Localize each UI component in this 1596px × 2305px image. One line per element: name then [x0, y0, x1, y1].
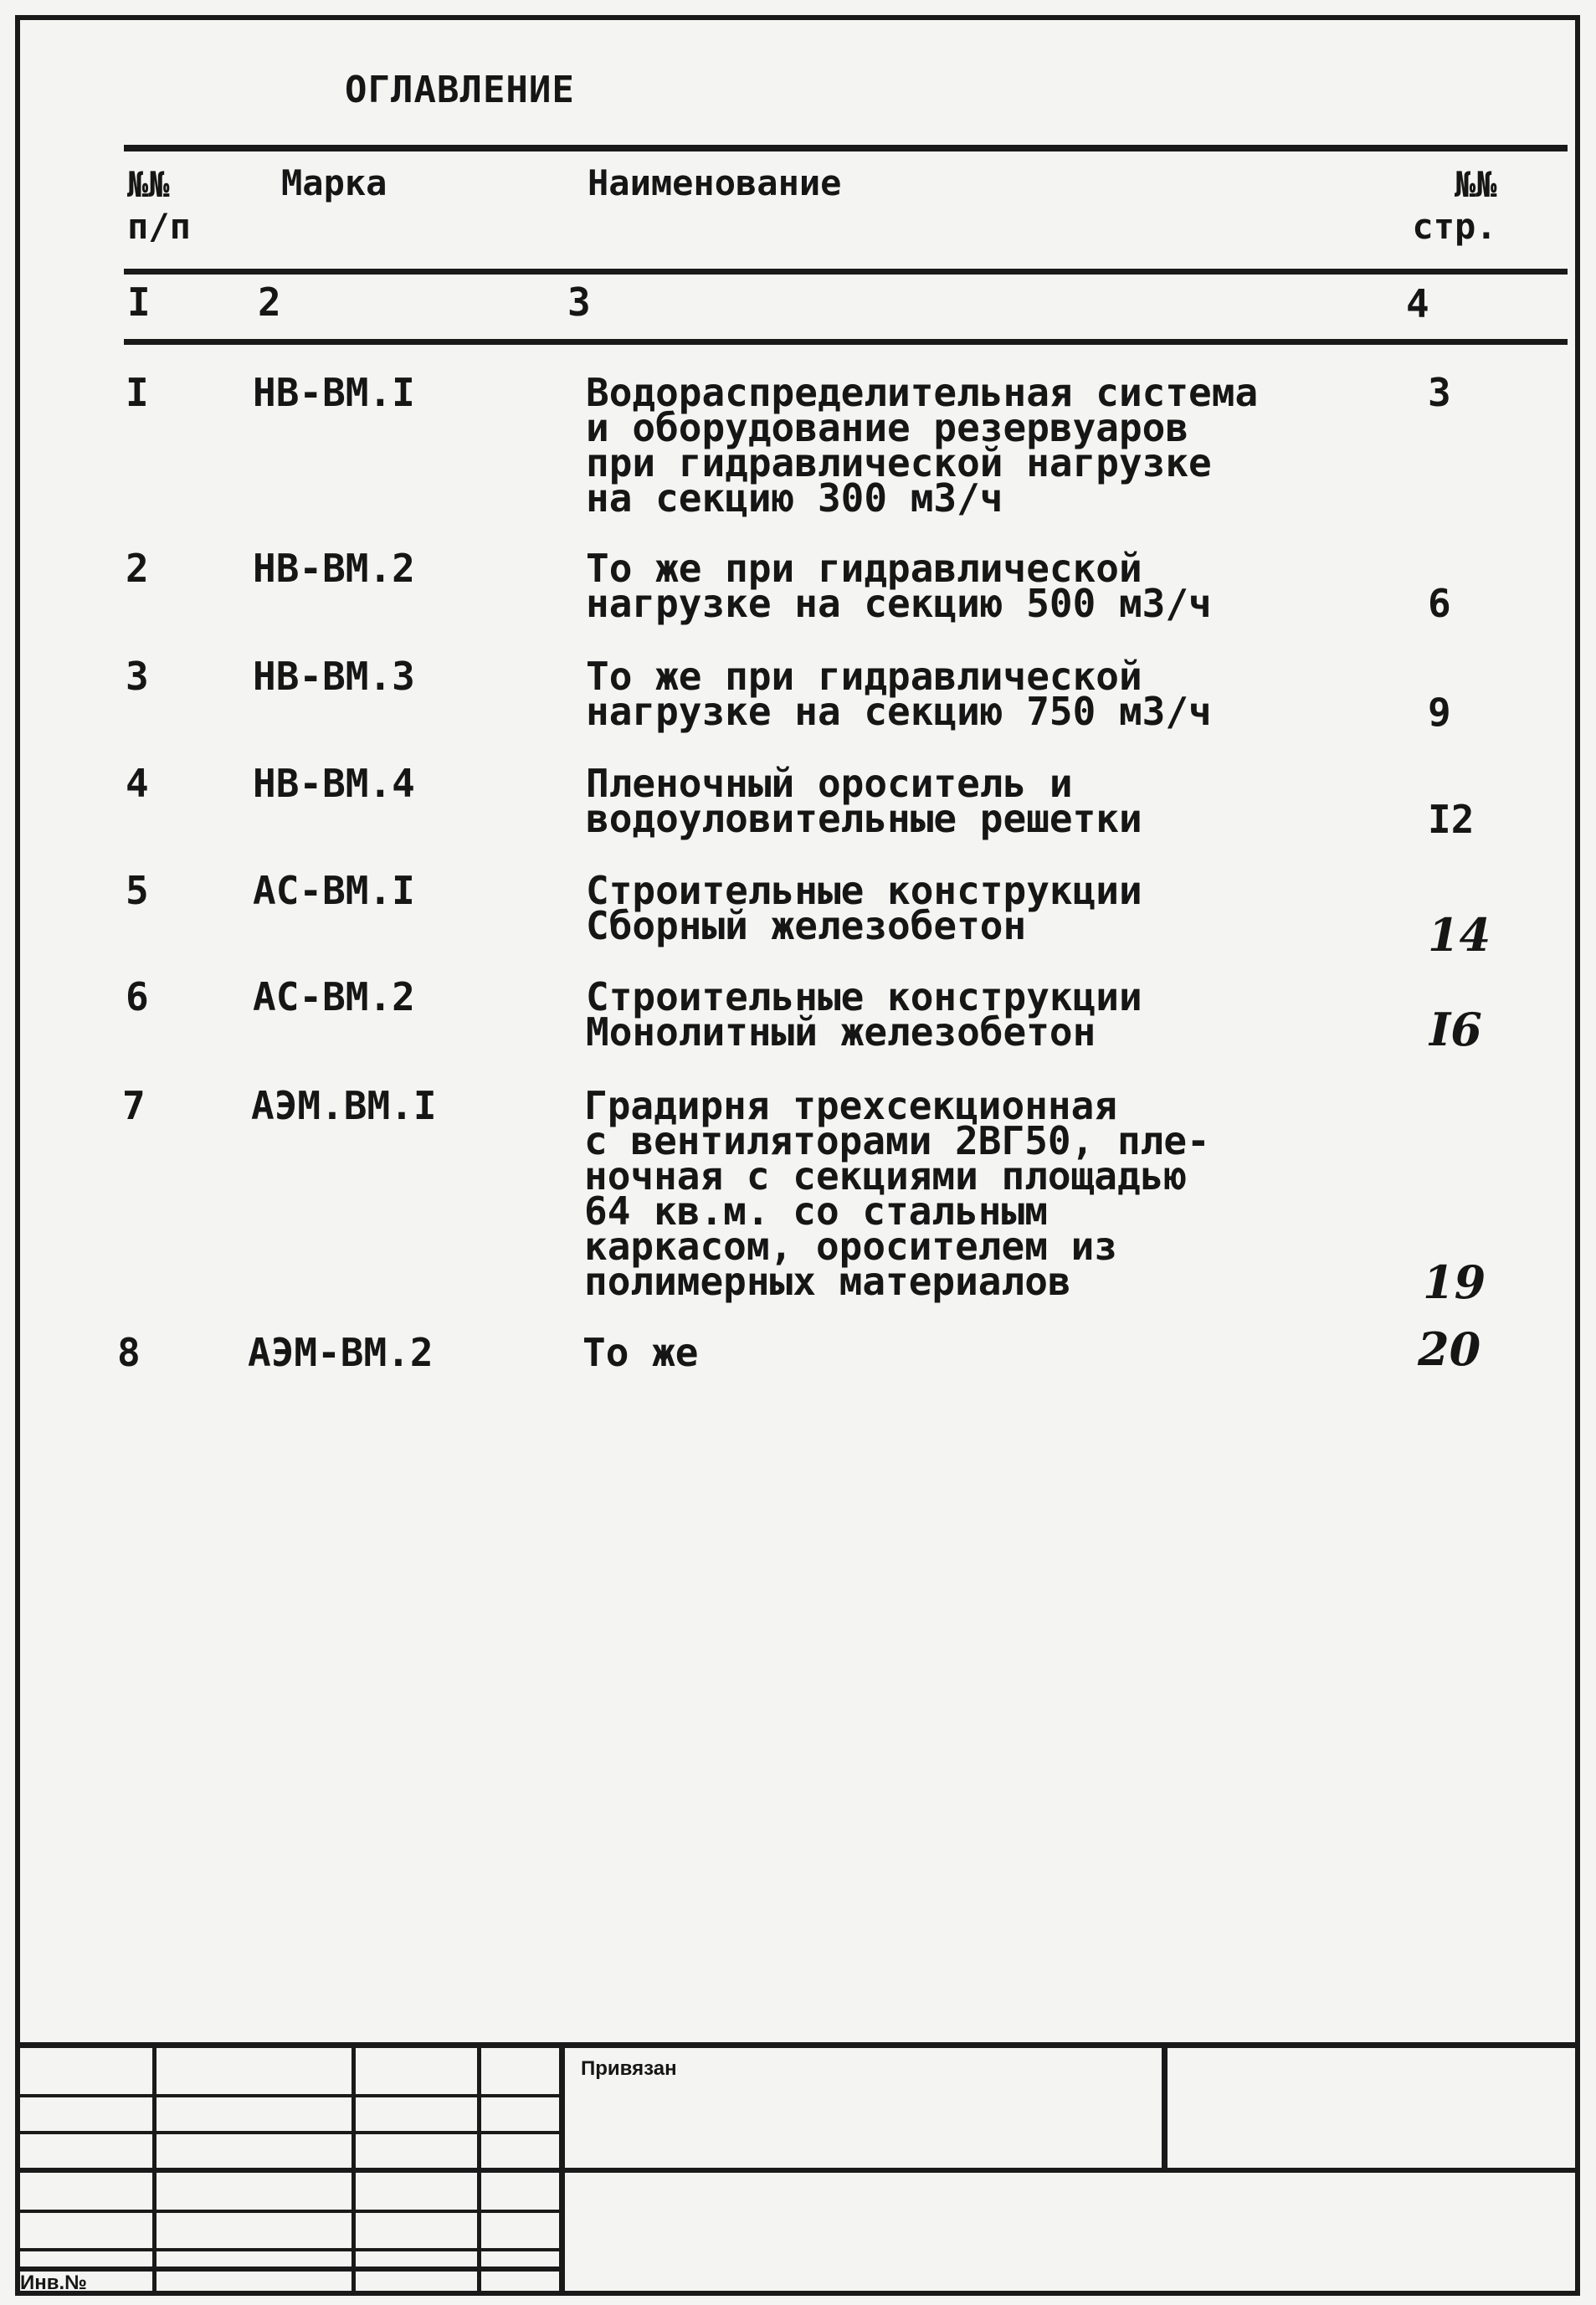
row-6-num: 6 — [126, 974, 149, 1019]
row-1-name: Водораспределительная система и оборудование резервуаров при гидравлической нагрузке на секцию 300 м3/ч — [586, 370, 1259, 521]
row-7-num: 7 — [122, 1083, 146, 1128]
stamp-grid-line — [15, 2131, 564, 2134]
row-4-page: I2 — [1428, 797, 1475, 842]
stamp-grid-line — [15, 2248, 564, 2251]
row-5-num: 5 — [126, 868, 149, 913]
row-5-page: 14 — [1428, 908, 1491, 962]
row-2-page: 6 — [1428, 581, 1451, 626]
colnum-1: I — [127, 280, 151, 325]
stamp-grid-vline — [152, 2042, 157, 2296]
row-3-mark: НВ-ВМ.3 — [253, 654, 415, 699]
stamp-inv-label: Инв.№ — [20, 2272, 87, 2294]
row-2-name: То же при гидравлической нагрузке на секцию 500 м3/ч — [586, 546, 1212, 626]
document-title: ОГЛАВЛЕНИЕ — [345, 69, 575, 111]
row-4-num: 4 — [126, 761, 149, 806]
header-mark: Марка — [281, 162, 387, 203]
header-num — [127, 164, 191, 248]
row-6-name: Строительные конструкции Монолитный железобетон — [586, 974, 1142, 1055]
header-bottom-rule — [124, 269, 1568, 275]
row-3-num: 3 — [126, 654, 149, 699]
row-7-page: 19 — [1423, 1255, 1486, 1309]
row-1-num: I — [126, 370, 149, 415]
row-4-mark: НВ-ВМ.4 — [253, 761, 415, 806]
colnum-2: 2 — [258, 280, 281, 325]
row-7-mark: АЭМ.ВМ.I — [251, 1083, 437, 1128]
header-page-line2: стр. — [1412, 206, 1497, 247]
stamp-grid-vline — [1162, 2042, 1167, 2168]
header-num-line1: №№ — [127, 164, 170, 205]
header-name: Наименование — [588, 162, 842, 203]
stamp-grid-line — [15, 2266, 564, 2272]
colnum-4: 4 — [1406, 281, 1429, 326]
stamp-grid-line — [15, 2168, 1580, 2173]
stamp-privyazan-label: Привязан — [581, 2057, 677, 2080]
row-8-page: 20 — [1418, 1322, 1481, 1376]
row-5-name: Строительные конструкции Сборный железобетон — [586, 868, 1142, 948]
stamp-grid-vline — [559, 2042, 565, 2296]
stamp-grid-line — [15, 2210, 564, 2213]
row-2-mark: НВ-ВМ.2 — [253, 546, 415, 591]
row-8-num: 8 — [117, 1330, 141, 1375]
stamp-grid-vline — [352, 2042, 356, 2296]
row-8-name: То же — [582, 1330, 699, 1375]
row-1-page: 3 — [1428, 370, 1451, 415]
stamp-grid-vline — [477, 2042, 481, 2296]
header-num-line2: п/п — [127, 206, 191, 247]
row-6-mark: АС-ВМ.2 — [253, 974, 415, 1019]
row-5-mark: АС-ВМ.I — [253, 868, 415, 913]
row-3-name: То же при гидравлической нагрузке на секцию 750 м3/ч — [586, 654, 1212, 734]
row-6-page: I6 — [1429, 1003, 1482, 1056]
title-block-stamp — [15, 2042, 1580, 2296]
stamp-grid-line — [15, 2094, 564, 2097]
header-top-rule — [124, 145, 1568, 151]
colnum-3: 3 — [567, 280, 591, 325]
row-8-mark: АЭМ-ВМ.2 — [248, 1330, 434, 1375]
row-7-name: Градирня трехсекционная с вентиляторами 2ВГ50, пле- ночная с секциями площадью 64 кв.м. со стальным каркасом, оросителем из полимерных материалов — [584, 1083, 1210, 1304]
header-page-line1: №№ — [1455, 164, 1497, 205]
stamp-top-rule — [15, 2042, 1580, 2048]
row-1-mark: НВ-ВМ.I — [253, 370, 415, 415]
row-2-num: 2 — [126, 546, 149, 591]
column-numbers-rule — [124, 339, 1568, 345]
margin-mark — [0, 469, 12, 686]
row-4-name: Пленочный ороситель и водоуловительные решетки — [586, 761, 1142, 841]
row-3-page: 9 — [1428, 690, 1451, 735]
header-page — [1388, 164, 1497, 248]
